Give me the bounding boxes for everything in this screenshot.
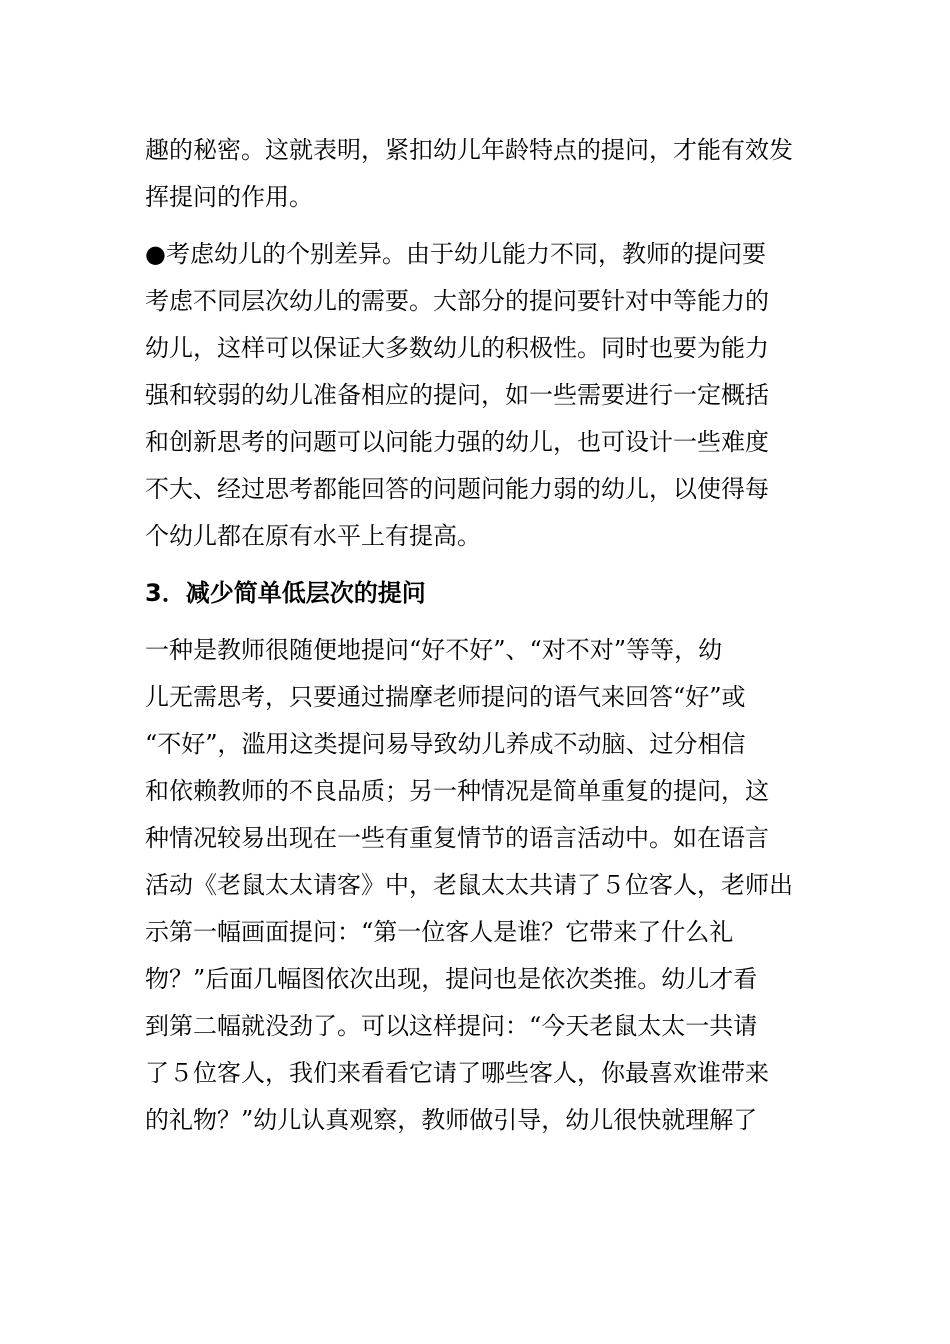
paragraph-individual-differences	[145, 231, 810, 560]
text-line: ●考虑幼儿的个别差异。由于幼儿能力不同，教师的提问要	[145, 240, 766, 268]
text-line: 示第一幅画面提问：“第一位客人是谁？它带来了什么礼	[145, 918, 734, 946]
text-line: 个幼儿都在原有水平上有提高。	[145, 522, 481, 550]
text-line: 考虑不同层次幼儿的需要。大部分的提问要针对中等能力的	[145, 287, 769, 315]
text-line: 不大、经过思考都能回答的问题问能力弱的幼儿，以使得每	[145, 475, 769, 503]
text-line: 挥提问的作用。	[145, 183, 313, 211]
text-line: “不好”，滥用这类提问易导致幼儿养成不动脑、过分相信	[145, 730, 746, 758]
paragraph-low-level-questions	[145, 627, 810, 1144]
text-line: 种情况较易出现在一些有重复情节的语言活动中。如在语言	[145, 824, 769, 852]
document-body	[145, 127, 810, 1144]
text-line: 一种是教师很随便地提问“好不好”、“对不对”等等，幼	[145, 636, 723, 664]
text-line: 到第二幅就没劲了。可以这样提问：“今天老鼠太太一共请	[145, 1012, 758, 1040]
text-line: 了５位客人，我们来看看它请了哪些客人，你最喜欢谁带来	[145, 1059, 769, 1087]
text-line: 强和较弱的幼儿准备相应的提问，如一些需要进行一定概括	[145, 381, 769, 409]
text-line: 幼儿，这样可以保证大多数幼儿的积极性。同时也要为能力	[145, 334, 769, 362]
text-line: 趣的秘密。这就表明，紧扣幼儿年龄特点的提问，才能有效发	[145, 136, 793, 164]
paragraph-age-characteristics	[145, 127, 810, 221]
text-line: 物？”后面几幅图依次出现，提问也是依次类推。幼儿才看	[145, 965, 758, 993]
text-line: 和依赖教师的不良品质；另一种情况是简单重复的提问，这	[145, 777, 769, 805]
section-heading: 3．减少简单低层次的提问	[145, 579, 426, 607]
text-line: 的礼物？”幼儿认真观察，教师做引导，幼儿很快就理解了	[145, 1106, 758, 1134]
text-line: 和创新思考的问题可以问能力强的幼儿，也可设计一些难度	[145, 428, 769, 456]
text-line: 活动《老鼠太太请客》中，老鼠太太共请了５位客人，老师出	[145, 871, 793, 899]
text-line: 儿无需思考，只要通过揣摩老师提问的语气来回答“好”或	[145, 683, 746, 711]
